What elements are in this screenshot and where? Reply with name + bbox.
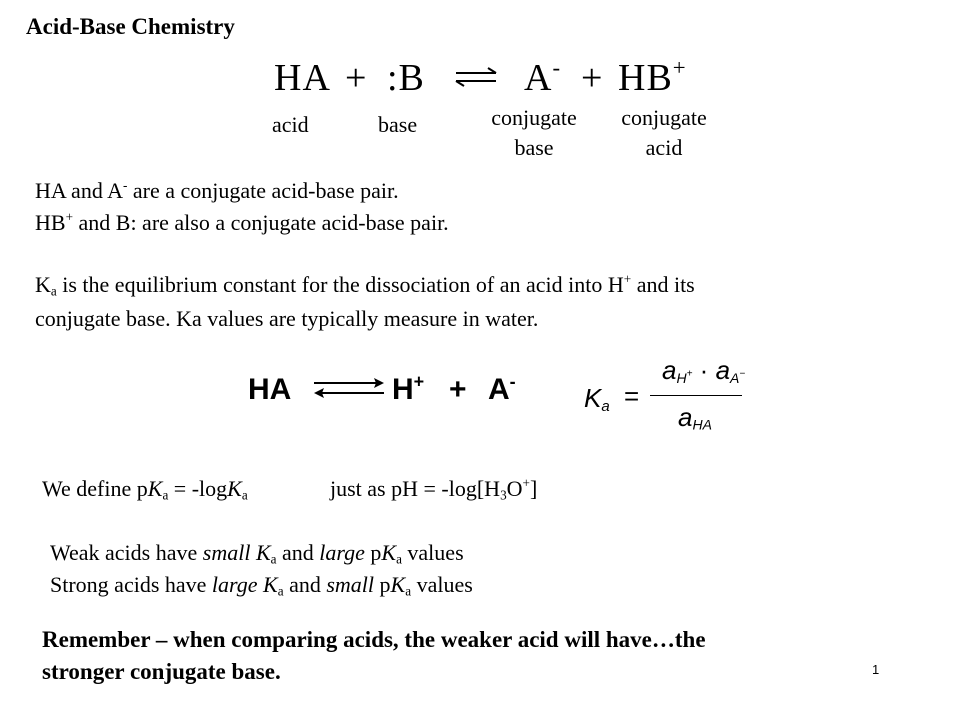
pka-definition: We define $pK_a = -\log K_a$ <box>42 476 248 503</box>
ka-definition-line-1: $K_a$ is the equilibrium constant for the dissociation of an acid into H+ and its <box>35 271 695 299</box>
ka-definition-line-2: conjugate base. Ka values are typically measure in water. <box>35 306 539 331</box>
ph-definition: just as pH = $-\log[H_3O^+]$ <box>330 475 538 503</box>
equilibrium-arrows-2-icon <box>310 374 388 402</box>
pair-statement-2: HB+ and B: are also a conjugate acid-base pair. <box>35 209 449 235</box>
eq1-plus-1: + <box>345 57 368 99</box>
eq1-base: :B <box>387 57 425 99</box>
pair-statement-1: HA and A- are a conjugate acid-base pair. <box>35 177 399 203</box>
label-conjugate-acid: conjugate acid <box>621 105 707 160</box>
eq1-ha: HA <box>274 57 331 99</box>
slide-title: Acid-Base Chemistry <box>26 14 235 39</box>
label-conjugate-base: conjugate base <box>491 105 577 160</box>
fraction-bar <box>650 395 742 396</box>
label-base: base <box>378 112 418 137</box>
eq2-h-plus: H+ <box>392 371 425 406</box>
eq1-plus-2: + <box>581 57 604 99</box>
ka-formula-k: $K_a$ <box>584 383 610 415</box>
strong-acids-statement: Strong acids have large $K_a$ and small $pK_a$ values <box>50 572 473 599</box>
eq1-conj-base: A- <box>524 55 562 99</box>
equilibrium-arrows-icon <box>452 66 500 88</box>
slide-number: 1 <box>872 662 880 677</box>
eq2-a-minus: A- <box>488 371 516 406</box>
ka-formula-numerator: $a_{H^+} \cdot a_{A^-}$ <box>662 355 746 386</box>
ka-formula-denominator: $a_{HA}$ <box>678 402 712 433</box>
weak-acids-statement: Weak acids have small $K_a$ and large $pK_a$ values <box>50 540 464 567</box>
label-acid: acid <box>272 112 309 137</box>
eq1-conj-acid: HB+ <box>618 55 687 99</box>
remember-note: Remember – when comparing acids, the weaker acid will have…the stronger conjugate base. <box>42 627 706 684</box>
eq2-plus: + <box>449 373 467 406</box>
ka-formula-equals: = <box>624 381 640 411</box>
eq2-ha: HA <box>248 373 292 406</box>
